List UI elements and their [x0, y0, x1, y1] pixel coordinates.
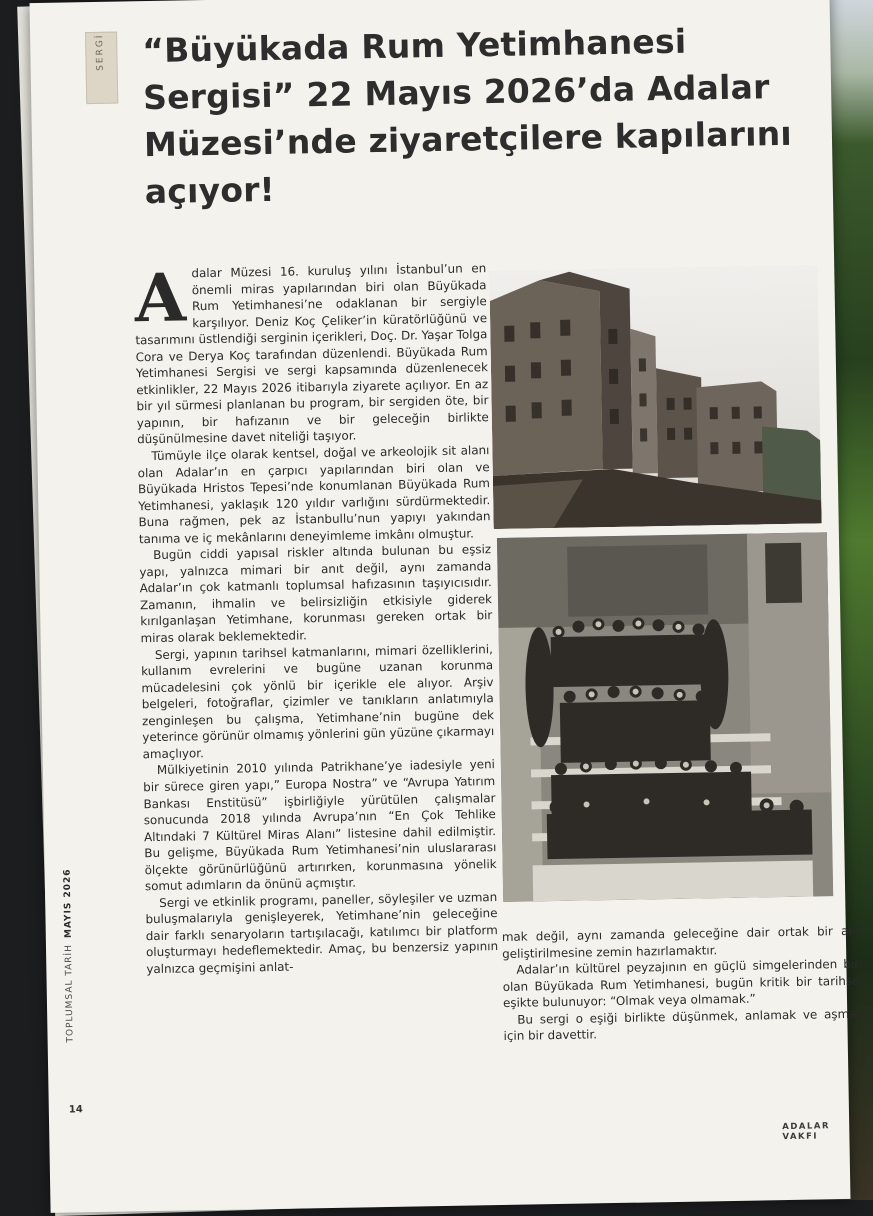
section-tab	[85, 32, 118, 105]
drop-cap: A	[133, 258, 187, 338]
magazine-page	[30, 0, 864, 1213]
magazine-footer	[63, 868, 76, 1042]
paragraph-2: Tümüyle ilçe olarak kentsel, doğal ve arkeolojik sit alanı olan Adalar’ın en çarpıcı yapılarından biri olan ve Büyükada Hristos Tepesi’nde konumlanan Büyükada Rum Yetimhanesi, yaklaşık 120 yıldır varlığını sürdürmektedir. Buna rağmen, pek az İstanbullu’nun yapıyı yakından tanıma ve iç mekânlarını deneyimleme imkânı olmuştur.	[137, 443, 491, 546]
page-number: 14	[68, 1104, 83, 1116]
right-paragraph-1: mak değil, aynı zamanda geleceğine dair ortak bir akıl geliştirilmesine zemin hazırlamaktır.	[501, 923, 862, 961]
paragraph-1: Adalar Müzesi 16. kuruluş yılını İstanbul’un en önemli miras yapılarından biri olan Büyükada Rum Yetimhanesi’ne odaklanan bir sergiyle karşılıyor. Deniz Koç Çeliker’in küratörlüğünü ve tasarımını üstlendiği serginin içerikleri, Doç. Dr. Yaşar Tolga Cora ve Derya Koç tarafından düzenlendi. Büyükada Rum Yetimhanesi Sergisi ve sergi kapsamında düzenlenecek etkinlikler, 22 Mayıs 2026 itibarıyla ziyarete açılıyor. En az bir yıl sürmesi planlanan bu program, bir sergiden öte, bir yapının, bir hafızanın ve bir geleceğin birlikte düşünülmesine davet niteliği taşıyor.	[133, 258, 489, 447]
right-paragraph-3: Bu sergi o eşiği birlikte düşünmek, anlamak ve aşmak için bir davettir.	[503, 1006, 864, 1044]
issue-date: MAYIS 2026	[62, 868, 74, 939]
publisher-name: ADALAR VAKFI	[782, 1121, 831, 1143]
paragraph-4: Sergi, yapının tarihsel katmanlarını, mimari özelliklerini, kullanım evrelerini ve bugüne uzanan korunma mücadelesini çok yönlü bir içerikle ele alıyor. Arşiv belgeleri, fotoğraflar, çizimler ve tanıkların anlatımıyla zenginleşen bu çalışma, Yetimhane’nin bugüne dek yeterince görünür olmamış yönlerini gün yüzüne çıkarmayı amaçlıyor.	[141, 641, 495, 762]
article-title: “Büyükada Rum Yetimhanesi Sergisi” 22 Mayıs 2026’da Adalar Müzesi’nde ziyaretçilere kapılarını açıyor!	[142, 21, 793, 212]
magazine-name: TOPLUMSAL TARİH	[63, 943, 76, 1043]
right-paragraph-2: Adalar’ın kültürel peyzajının en güçlü simgelerinden biri olan Büyükada Rum Yetimhanesi, bugün kritik bir tarihsel eşikte bulunuyor: “Olmak veya olmamak.”	[502, 956, 863, 1011]
section-label: SERGİ	[95, 33, 106, 71]
building-illustration	[489, 265, 821, 529]
paragraph-5: Mülkiyetinin 2010 yılında Patrikhane’ye iadesiyle yeni bir sürece giren yapı,” Europa Nostra” ve “Avrupa Yatırım Bankası Enstitüsü” işbirliğiyle yürütülen çalışmalar sonucunda 2018 yılında Avrupa’nın “En Çok Tehlike Altındaki 7 Kültürel Miras Alanı” listesine dahil edilmiştir. Bu gelişme, Büyükada Rum Yetimhanesi’nin uluslararası ölçekte görünürlüğünü artırırken, korunmasına yönelik somut adımların da önünü açmıştır.	[143, 757, 497, 894]
children-illustration	[497, 532, 833, 902]
paragraph-3: Bugün ciddi yapısal riskler altında bulunan bu eşsiz yapı, yalnızca mimari bir anıt değil, aynı zamanda Adalar’ın çok katmanlı toplumsal hafızasının taşıyıcısıdır. Zamanın, ihmalin ve belirsizliğin etkisiyle giderek kırılganlaşan Yetimhane, korunması gereken ortak bir miras olarak beklemektedir.	[139, 542, 493, 646]
building-photo	[489, 265, 821, 529]
paragraph-6: Sergi ve etkinlik programı, paneller, söyleşiler ve uzman buluşmalarıyla genişleyerek, Yetimhane’nin geleceğine dair farklı senaryoların tartışılacağı, katılımcı bir platform oluşturmayı hedeflemektedir. Amaç, bu benzersiz yapının yalnızca geçmişini anlat-	[145, 889, 499, 977]
right-column	[502, 923, 864, 1045]
left-column	[134, 260, 498, 978]
children-photo	[497, 532, 833, 902]
